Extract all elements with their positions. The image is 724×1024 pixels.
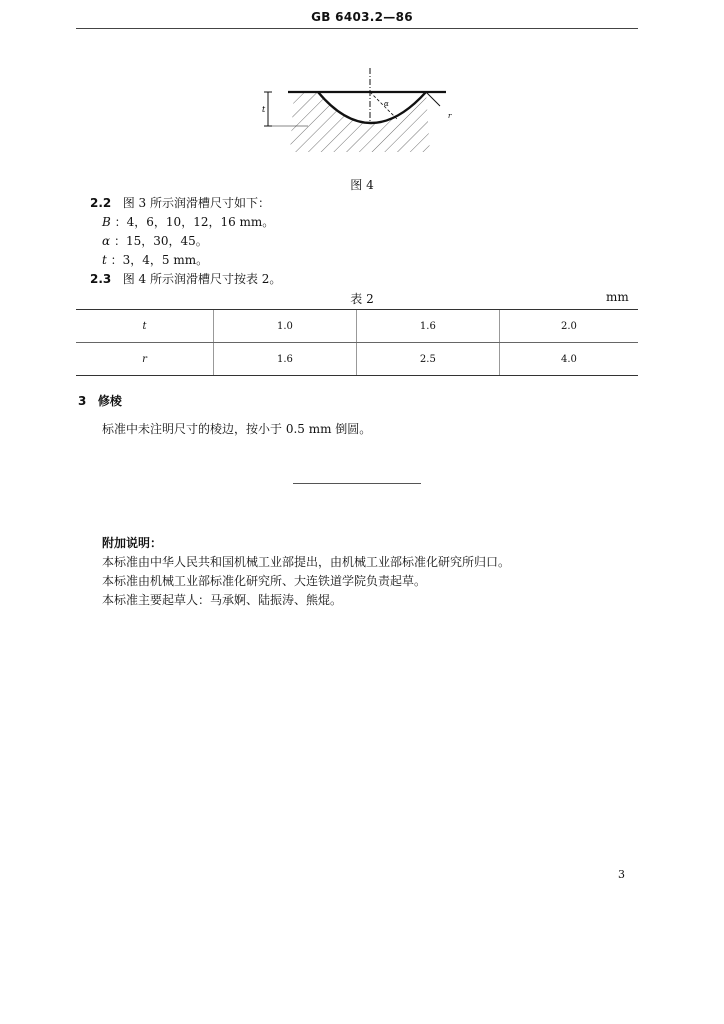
- table-cell: 1.0: [214, 310, 357, 343]
- document-code: GB 6403.2—86: [311, 10, 413, 24]
- section-3-text: 标准中未注明尺寸的棱边，按小于 0.5 mm 倒圆。: [102, 422, 372, 436]
- groove-figure: [258, 62, 458, 158]
- row-label: r: [76, 343, 214, 376]
- table-cell: 2.5: [356, 343, 499, 376]
- label-alpha: α: [384, 100, 389, 108]
- param-value: ：3，4，5 mm。: [110, 253, 209, 267]
- table-2: [76, 309, 638, 376]
- section-text: 图 4 所示润滑槽尺寸按表 2。: [122, 272, 282, 286]
- param-item: [102, 213, 274, 230]
- section-number: 2.3: [90, 272, 112, 286]
- header-rule: [76, 28, 638, 29]
- figure-caption: 图 4: [350, 178, 374, 192]
- section-2-3: [90, 270, 281, 287]
- appendix-title: 附加说明：: [102, 536, 163, 550]
- table-cell: 2.0: [499, 310, 638, 343]
- end-rule: [293, 483, 421, 484]
- label-t: t: [262, 105, 266, 114]
- edge-leader: [426, 92, 440, 106]
- table-unit: mm: [606, 290, 629, 304]
- appendix-line: 本标准主要起草人：马承婀、陆振涛、熊焜。: [102, 593, 343, 607]
- table-cell: 1.6: [214, 343, 357, 376]
- table-row: [76, 310, 638, 343]
- table-cell: 1.6: [356, 310, 499, 343]
- table-caption: 表 2: [350, 292, 374, 306]
- appendix-line: 本标准由机械工业部标准化研究所、大连铁道学院负责起草。: [102, 574, 427, 588]
- param-item: [102, 232, 208, 249]
- param-value: ：15，30，45。: [113, 234, 208, 248]
- table-cell: 4.0: [499, 343, 638, 376]
- row-label: t: [76, 310, 214, 343]
- appendix-line: 本标准由中华人民共和国机械工业部提出，由机械工业部标准化研究所归口。: [102, 555, 511, 569]
- param-symbol: t: [102, 253, 107, 267]
- section-number: 3: [78, 394, 87, 408]
- table-row: [76, 343, 638, 376]
- section-number: 2.2: [90, 196, 112, 210]
- section-title: 修棱: [97, 394, 122, 408]
- section-text: 图 3 所示润滑槽尺寸如下：: [122, 196, 270, 210]
- param-item: [102, 251, 208, 268]
- param-symbol: α: [102, 234, 111, 248]
- section-2-2: [90, 194, 270, 211]
- section-3-heading: [78, 392, 122, 409]
- label-r: r: [448, 112, 452, 120]
- param-value: ：4，6，10，12，16 mm。: [114, 215, 275, 229]
- param-symbol: B: [102, 215, 111, 229]
- page-number: 3: [618, 868, 625, 881]
